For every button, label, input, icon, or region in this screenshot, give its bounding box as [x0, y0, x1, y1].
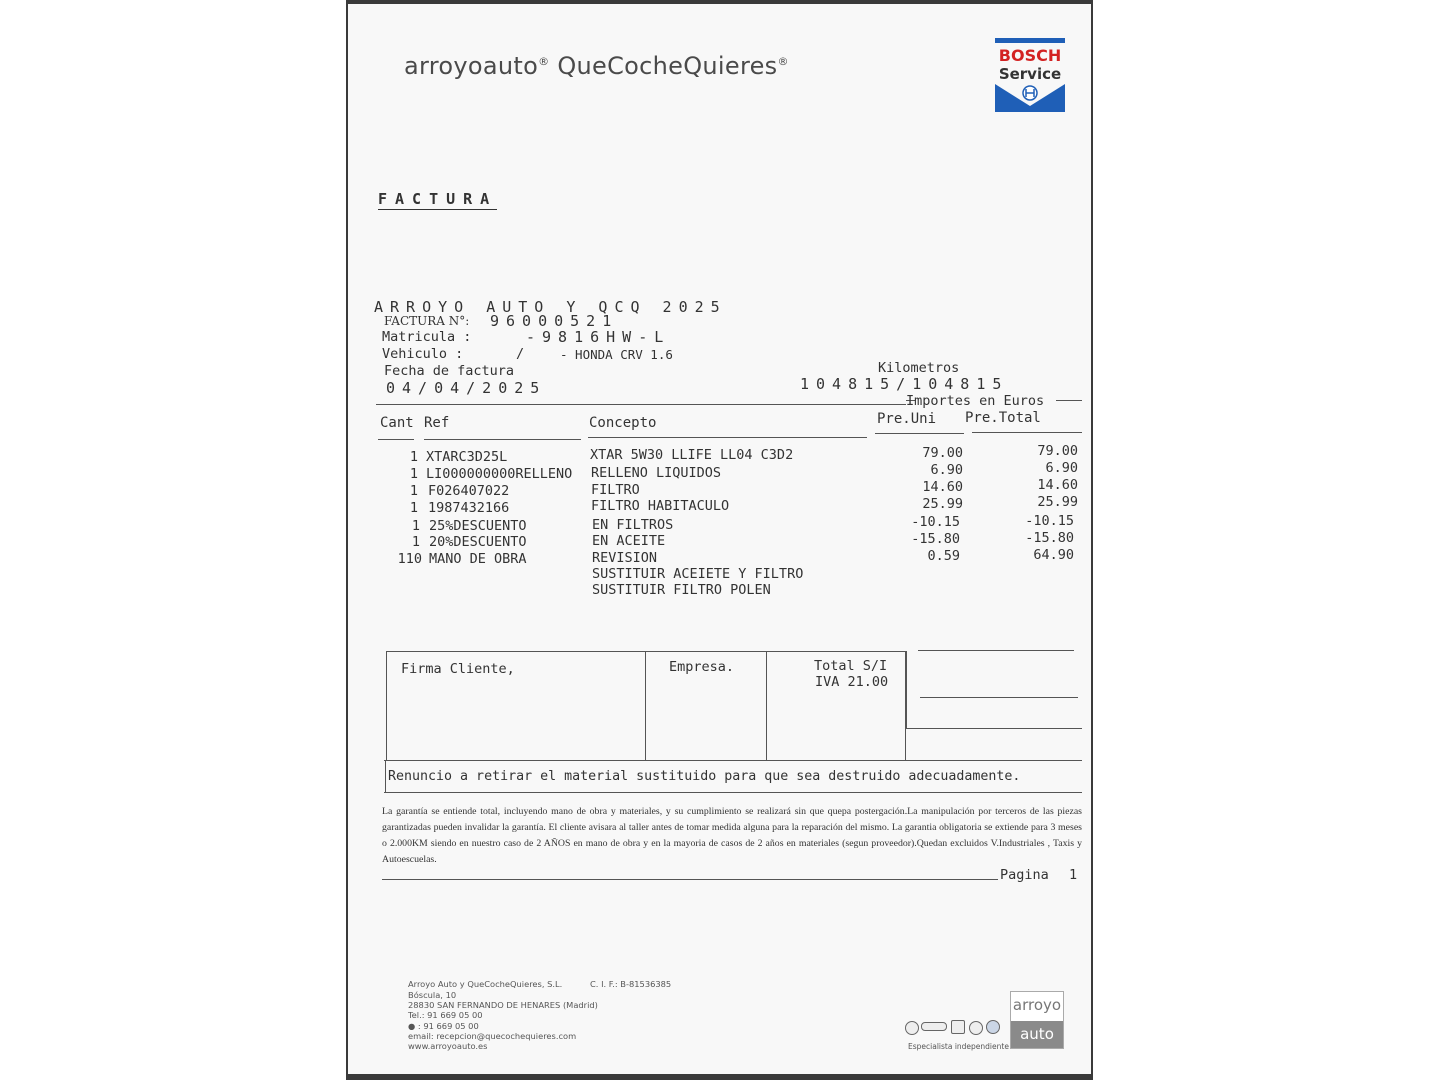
brand-name-quecochequieres: QueCocheQuieres: [557, 52, 778, 80]
col-header-pre-uni: Pre.Uni: [877, 411, 937, 427]
pagina-value: 1: [1069, 867, 1078, 883]
col-underline-ref: [424, 439, 581, 440]
skoda-logo-icon: [969, 1021, 983, 1035]
company-whatsapp: [408, 1021, 479, 1032]
row-ref: XTARC3D25L: [426, 449, 508, 465]
header-rule: [376, 404, 906, 405]
row-concepto: FILTRO HABITACULO: [591, 498, 730, 514]
row-concepto: EN FILTROS: [592, 517, 674, 533]
vehiculo-value: - HONDA CRV 1.6: [560, 347, 673, 362]
company-street: Bóscula, 10: [408, 990, 457, 1000]
row-pre-uni: 25.99: [922, 496, 963, 512]
row-concepto: SUSTITUIR FILTRO POLEN: [592, 582, 771, 598]
row-concepto: XTAR 5W30 LLIFE LL04 C3D2: [590, 447, 794, 463]
bosch-top-bar: [995, 38, 1065, 43]
signature-divider-1: [645, 651, 646, 761]
row-pre-total: 25.99: [1037, 494, 1078, 510]
background-left: [0, 0, 346, 1080]
row-ref: MANO DE OBRA: [429, 551, 527, 567]
vw-logo-icon: [905, 1021, 919, 1035]
km-value: 104815/104815: [800, 375, 1009, 393]
row-concepto: FILTRO: [591, 482, 640, 498]
row-pre-uni: 14.60: [922, 479, 963, 495]
invoice-page: [346, 0, 1093, 1080]
importes-label: Importes en Euros: [906, 393, 1045, 409]
row-pre-uni: 6.90: [930, 462, 963, 478]
firma-cliente-label: Firma Cliente,: [401, 661, 515, 677]
pagina-label: Pagina: [1000, 867, 1049, 883]
row-cant: 1: [409, 449, 418, 465]
row-pre-total: 6.90: [1045, 460, 1078, 476]
row-pre-total: 79.00: [1037, 443, 1078, 459]
bosch-service-text: Service: [998, 65, 1062, 83]
row-ref: 1987432166: [428, 500, 510, 516]
whatsapp-icon: ●: [408, 1021, 416, 1031]
dealer-tagline: Especialista independiente: [908, 1042, 1009, 1051]
iva-label: IVA 21.00: [815, 674, 889, 690]
col-header-pre-total: Pre.Total: [965, 410, 1041, 426]
page-top-edge: [348, 0, 1091, 4]
fecha-value: 04/04/2025: [386, 379, 547, 397]
row-concepto: REVISION: [592, 550, 658, 566]
registered-mark: ®: [777, 55, 789, 68]
row-pre-total: -15.80: [1025, 530, 1074, 546]
row-concepto: EN ACEITE: [592, 533, 666, 549]
vehiculo-label: Vehiculo :: [382, 346, 464, 362]
row-concepto: SUSTITUIR ACEIETE Y FILTRO: [592, 566, 804, 582]
row-cant: 1: [409, 483, 418, 499]
row-ref: 25%DESCUENTO: [429, 518, 527, 534]
background-right: [1093, 0, 1440, 1080]
total-si-label: Total S/I: [814, 658, 888, 674]
brand-name-arroyoauto: arroyoauto: [404, 52, 539, 80]
signature-divider-2: [766, 651, 767, 761]
row-cant: 110: [397, 551, 422, 567]
totals-rule-1: [918, 650, 1074, 651]
arroyo-logo-top: arroyo: [1012, 996, 1062, 1014]
col-underline-concepto: [588, 437, 867, 438]
registered-mark: ®: [538, 55, 550, 68]
company-line: ARROYO AUTO Y QCQ 2025: [374, 298, 727, 316]
km-label: Kilometros: [878, 360, 960, 376]
seat-logo-icon: [951, 1020, 965, 1034]
totals-rule-bottom: [906, 728, 1082, 729]
col-underline-pre-total: [972, 432, 1082, 433]
factura-number-value: 96000521: [490, 312, 619, 330]
brand-logo: [404, 52, 789, 80]
signature-box-bottom: [384, 760, 1082, 761]
row-pre-total: 64.90: [1033, 547, 1074, 563]
bosch-chevron-icon: [995, 84, 1065, 112]
renuncio-left-edge: [385, 760, 386, 792]
col-underline-pre-uni: [875, 433, 964, 434]
document-title: FACTURA: [378, 190, 498, 208]
vehiculo-slash: /: [516, 346, 525, 362]
audi-logo-icon: [921, 1022, 947, 1031]
col-underline-cant: [378, 439, 414, 440]
company-email: email: recepcion@quecochequieres.com: [408, 1031, 577, 1041]
renuncio-text: Renuncio a retirar el material sustituido para que sea destruido adecuadamente.: [388, 769, 1021, 784]
row-ref: LI000000000RELLENO: [426, 466, 573, 482]
company-city: 28830 SAN FERNANDO DE HENARES (Madrid): [408, 1000, 598, 1010]
col-header-cant: Cant: [380, 415, 414, 431]
matricula-label: Matricula :: [382, 329, 472, 345]
empresa-label: Empresa.: [669, 659, 735, 675]
row-pre-uni: -15.80: [911, 531, 960, 547]
company-cif: C. I. F.: B-81536385: [590, 979, 672, 989]
row-pre-total: 14.60: [1037, 477, 1078, 493]
row-cant: 1: [409, 466, 418, 482]
row-pre-total: -10.15: [1025, 513, 1074, 529]
legal-rule: [382, 879, 998, 880]
row-pre-uni: 0.59: [927, 548, 960, 564]
company-tel: Tel.: 91 669 05 00: [408, 1010, 483, 1020]
row-ref: F026407022: [428, 483, 510, 499]
company-name: Arroyo Auto y QueCocheQuieres, S.L.: [408, 979, 563, 989]
bosch-name: BOSCH: [998, 46, 1062, 65]
arroyo-logo-bottom: auto: [1011, 1021, 1063, 1048]
importes-rule-right: [1056, 400, 1082, 401]
row-pre-uni: 79.00: [922, 445, 963, 461]
col-header-ref: Ref: [424, 415, 450, 431]
row-ref: 20%DESCUENTO: [429, 534, 527, 550]
row-concepto: RELLENO LIQUIDOS: [591, 465, 722, 481]
row-cant: 1: [409, 500, 418, 516]
bmw-logo-icon: [986, 1020, 1000, 1034]
renuncio-rule: [384, 792, 1082, 793]
company-web: www.arroyoauto.es: [408, 1041, 488, 1051]
signature-divider-3: [906, 651, 907, 729]
row-cant: 1: [411, 534, 420, 550]
factura-number-label: FACTURA N°:: [384, 314, 470, 328]
fecha-label: Fecha de factura: [384, 363, 515, 379]
col-header-concepto: Concepto: [589, 415, 657, 431]
page-bottom-edge: [348, 1074, 1091, 1080]
matricula-value: -9816HW-L: [526, 328, 671, 346]
row-cant: 1: [411, 518, 420, 534]
arroyo-auto-logo: [1010, 991, 1064, 1049]
bosch-service-logo: [995, 38, 1065, 112]
row-pre-uni: -10.15: [911, 514, 960, 530]
company-whatsapp-number: : 91 669 05 00: [417, 1021, 479, 1031]
warranty-legal-text: La garantía se entiende total, incluyendo mano de obra y materiales, y su cumplimiento se realizará sin que quepa postergación.La manipulación por terceros de las piezas garantizadas pueden invalidar la garantía. El cliente avisara al taller antes de tomar medida alguna para la reparación del mismo. La garantia obligatoria se extiende para 3 meses o 2.000KM siendo en nuestro caso de 2 AÑOS en mano de obra y en la mayoria de casos de 2 años en materiales (segun proveedor).Quedan excluidos V.Industriales , Taxis y Autoescuelas.: [382, 806, 1082, 865]
totals-rule-2: [920, 697, 1078, 698]
